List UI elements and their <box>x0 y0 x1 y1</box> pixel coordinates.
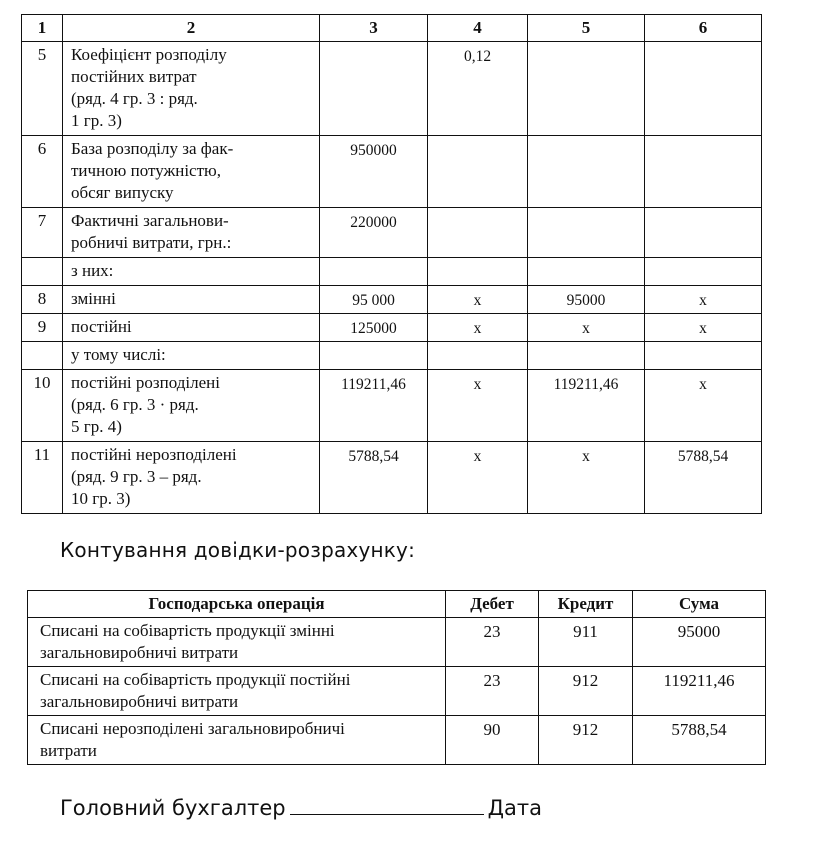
row-description <box>63 342 320 370</box>
table-row <box>22 342 762 370</box>
table-row <box>28 667 766 716</box>
row-number: 9 <box>22 314 63 342</box>
description-line: (ряд. 6 гр. 3 · ряд. <box>71 395 199 414</box>
row-number: 5 <box>22 42 63 136</box>
cell-col5: х <box>528 314 645 342</box>
description-line: 10 гр. 3) <box>71 489 131 508</box>
cell-col5: 95000 <box>528 286 645 314</box>
column-header: 2 <box>63 15 320 42</box>
sum-cell: 119211,46 <box>633 667 766 716</box>
row-description <box>63 370 320 442</box>
table-header-row <box>22 15 762 42</box>
operation-line: Списані нерозподілені загальновиробничі <box>40 719 345 738</box>
calculation-table <box>21 14 762 514</box>
table-row <box>28 716 766 765</box>
cell-col4: 0,12 <box>428 42 528 136</box>
cell-col4: х <box>428 286 528 314</box>
cell-col6: х <box>645 314 762 342</box>
table-row <box>22 370 762 442</box>
description-line: з них: <box>71 261 114 280</box>
description-line: робничі витрати, грн.: <box>71 233 232 252</box>
column-header: 3 <box>320 15 428 42</box>
cell-col4 <box>428 258 528 286</box>
row-description <box>63 442 320 514</box>
sum-cell: 95000 <box>633 618 766 667</box>
cell-col4: х <box>428 314 528 342</box>
column-header: 6 <box>645 15 762 42</box>
row-description <box>63 42 320 136</box>
cell-col5: х <box>528 442 645 514</box>
debit-header: Дебет <box>446 591 539 618</box>
cell-col6: х <box>645 370 762 442</box>
table-row <box>22 286 762 314</box>
row-number: 10 <box>22 370 63 442</box>
column-header: 5 <box>528 15 645 42</box>
cell-col3: 119211,46 <box>320 370 428 442</box>
table-row <box>22 258 762 286</box>
cell-col4 <box>428 136 528 208</box>
description-line: постійних витрат <box>71 67 197 86</box>
cell-col6 <box>645 258 762 286</box>
description-line: постійні нерозподілені <box>71 445 237 464</box>
row-number: 6 <box>22 136 63 208</box>
cell-col6 <box>645 342 762 370</box>
operation-header: Господарська операція <box>28 591 446 618</box>
credit-cell: 912 <box>539 667 633 716</box>
credit-header: Кредит <box>539 591 633 618</box>
table-row <box>22 208 762 258</box>
cell-col3: 220000 <box>320 208 428 258</box>
operations-table <box>27 590 766 765</box>
description-line: змінні <box>71 289 116 308</box>
cell-col5 <box>528 42 645 136</box>
credit-cell: 912 <box>539 716 633 765</box>
operation-cell <box>28 667 446 716</box>
operation-cell <box>28 618 446 667</box>
row-description <box>63 314 320 342</box>
cell-col3: 125000 <box>320 314 428 342</box>
operation-line: загальновиробничі витрати <box>40 692 239 711</box>
cell-col3 <box>320 258 428 286</box>
operation-line: витрати <box>40 741 97 760</box>
row-number <box>22 342 63 370</box>
sum-cell: 5788,54 <box>633 716 766 765</box>
date-label: Дата <box>487 796 543 820</box>
sum-header: Сума <box>633 591 766 618</box>
column-header: 1 <box>22 15 63 42</box>
row-number: 8 <box>22 286 63 314</box>
operation-line: Списані на собівартість продукції постійні <box>40 670 351 689</box>
description-line: Фактичні загальнови- <box>71 211 229 230</box>
description-line: (ряд. 4 гр. 3 : ряд. <box>71 89 198 108</box>
cell-col3 <box>320 42 428 136</box>
row-description <box>63 208 320 258</box>
description-line: у тому числі: <box>71 345 166 364</box>
cell-col6: х <box>645 286 762 314</box>
chief-accountant-label: Головний бухгалтер <box>60 796 286 820</box>
row-description <box>63 286 320 314</box>
cell-col4 <box>428 342 528 370</box>
cell-col6: 5788,54 <box>645 442 762 514</box>
operation-cell <box>28 716 446 765</box>
table-row <box>22 136 762 208</box>
credit-cell: 911 <box>539 618 633 667</box>
table-row <box>22 442 762 514</box>
cell-col5: 119211,46 <box>528 370 645 442</box>
description-line: 5 гр. 4) <box>71 417 122 436</box>
column-header: 4 <box>428 15 528 42</box>
cell-col5 <box>528 258 645 286</box>
row-description <box>63 136 320 208</box>
cell-col5 <box>528 136 645 208</box>
cell-col3 <box>320 342 428 370</box>
description-line: (ряд. 9 гр. 3 – ряд. <box>71 467 202 486</box>
signature-line <box>60 794 542 820</box>
row-description <box>63 258 320 286</box>
row-number: 11 <box>22 442 63 514</box>
description-line: База розподілу за фак- <box>71 139 234 158</box>
debit-cell: 90 <box>446 716 539 765</box>
cell-col6 <box>645 208 762 258</box>
table-row <box>22 314 762 342</box>
description-line: обсяг випуску <box>71 183 174 202</box>
cell-col5 <box>528 208 645 258</box>
cell-col4: х <box>428 442 528 514</box>
description-line: Коефіцієнт розподілу <box>71 45 227 64</box>
table-header-row <box>28 591 766 618</box>
cell-col4 <box>428 208 528 258</box>
description-line: 1 гр. 3) <box>71 111 122 130</box>
table-row <box>28 618 766 667</box>
debit-cell: 23 <box>446 618 539 667</box>
description-line: постійні розподілені <box>71 373 220 392</box>
row-number: 7 <box>22 208 63 258</box>
cell-col4: х <box>428 370 528 442</box>
cell-col3: 950000 <box>320 136 428 208</box>
cell-col6 <box>645 136 762 208</box>
operation-line: Списані на собівартість продукції змінні <box>40 621 335 640</box>
description-line: тичною потужністю, <box>71 161 221 180</box>
cell-col3: 95 000 <box>320 286 428 314</box>
description-line: постійні <box>71 317 132 336</box>
table-row <box>22 42 762 136</box>
operation-line: загальновиробничі витрати <box>40 643 239 662</box>
cell-col6 <box>645 42 762 136</box>
debit-cell: 23 <box>446 667 539 716</box>
contour-title: Контування довідки-розрахунку: <box>60 538 416 562</box>
signature-blank <box>290 794 484 815</box>
cell-col3: 5788,54 <box>320 442 428 514</box>
row-number <box>22 258 63 286</box>
cell-col5 <box>528 342 645 370</box>
